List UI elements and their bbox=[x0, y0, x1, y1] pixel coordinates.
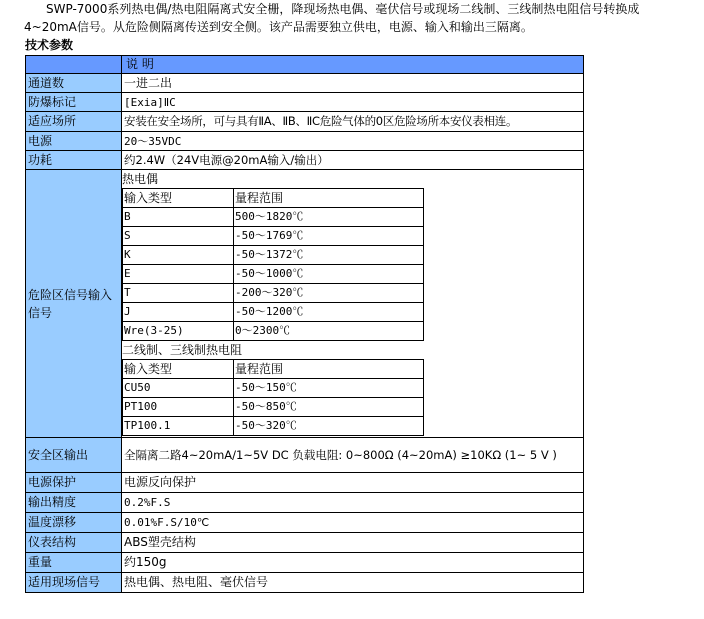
spec-label: 电源保护 bbox=[26, 473, 122, 493]
spec-row-accuracy bbox=[26, 493, 584, 513]
intro-line-1: SWP-7000系列热电偶/热电阻隔离式安全栅，降现场热电偶、毫伏信号或现场二线制、三线制热电阻信号转换成 bbox=[46, 2, 640, 16]
spec-value: 电源反向保护 bbox=[122, 473, 584, 493]
spec-value: 20～35VDC bbox=[122, 132, 584, 151]
col-range: 量程范围 bbox=[234, 360, 424, 379]
spec-value: 约150g bbox=[122, 553, 584, 573]
spec-row-channels bbox=[26, 74, 584, 93]
spec-label: 重量 bbox=[26, 553, 122, 573]
table-row bbox=[123, 303, 424, 322]
input-type: Wre(3-25) bbox=[123, 322, 234, 341]
col-range: 量程范围 bbox=[234, 189, 424, 208]
spec-label: 安全区输出 bbox=[26, 438, 122, 473]
table-row bbox=[123, 246, 424, 265]
spec-row-signals bbox=[26, 573, 584, 593]
intro-text bbox=[24, 0, 694, 36]
spec-value: ABS塑壳结构 bbox=[122, 533, 584, 553]
input-range: -50～1372℃ bbox=[234, 246, 424, 265]
spec-table bbox=[25, 55, 584, 593]
input-cell bbox=[122, 170, 584, 438]
spec-row-explosion-mark bbox=[26, 93, 584, 112]
input-range: -50～1200℃ bbox=[234, 303, 424, 322]
spec-row-weight bbox=[26, 553, 584, 573]
thermocouple-table bbox=[122, 188, 424, 341]
input-type: TP100.1 bbox=[123, 417, 234, 436]
spec-row-location bbox=[26, 112, 584, 132]
spec-row-power bbox=[26, 132, 584, 151]
spec-value: [Exia]ⅡC bbox=[122, 93, 584, 112]
input-type: S bbox=[123, 227, 234, 246]
spec-row-temp-drift bbox=[26, 513, 584, 533]
input-type: PT100 bbox=[123, 398, 234, 417]
spec-row-output bbox=[26, 438, 584, 473]
input-type: T bbox=[123, 284, 234, 303]
spec-label-input: 危险区信号输入信号 bbox=[26, 170, 122, 438]
input-type: E bbox=[123, 265, 234, 284]
input-range: -50～320℃ bbox=[234, 417, 424, 436]
spec-label: 温度漂移 bbox=[26, 513, 122, 533]
table-row bbox=[123, 379, 424, 398]
spec-row-input bbox=[26, 170, 584, 438]
intro-line-2: 4~20mA信号。从危险侧隔离传送到安全侧。该产品需要独立供电，电源、输入和输出三隔离。 bbox=[24, 20, 533, 34]
spec-row-structure bbox=[26, 533, 584, 553]
table-row bbox=[123, 284, 424, 303]
table-row bbox=[123, 265, 424, 284]
table-row bbox=[123, 208, 424, 227]
spec-label: 仪表结构 bbox=[26, 533, 122, 553]
rtd-title: 二线制、三线制热电阻 bbox=[122, 343, 243, 357]
rtd-table bbox=[122, 359, 424, 436]
spec-value: 0.01%F.S/10℃ bbox=[122, 513, 584, 533]
table-row bbox=[123, 398, 424, 417]
spec-label: 适用现场信号 bbox=[26, 573, 122, 593]
table-row bbox=[123, 417, 424, 436]
input-type: J bbox=[123, 303, 234, 322]
col-input-type: 输入类型 bbox=[123, 189, 234, 208]
spec-value: 安装在安全场所，可与具有ⅡA、ⅡB、ⅡC危险气体的0区危险场所本安仪表相连。 bbox=[122, 112, 584, 132]
input-range: -50～850℃ bbox=[234, 398, 424, 417]
input-type: K bbox=[123, 246, 234, 265]
input-type: B bbox=[123, 208, 234, 227]
spec-row-power-protection bbox=[26, 473, 584, 493]
input-range: 500～1820℃ bbox=[234, 208, 424, 227]
header-label-cell bbox=[26, 56, 122, 74]
section-heading: 技术参数 bbox=[25, 38, 74, 52]
spec-label: 通道数 bbox=[26, 74, 122, 93]
spec-value: 热电偶、热电阻、毫伏信号 bbox=[122, 573, 584, 593]
input-range: 0～2300℃ bbox=[234, 322, 424, 341]
col-input-type: 输入类型 bbox=[123, 360, 234, 379]
input-range: -50～150℃ bbox=[234, 379, 424, 398]
spec-value: 全隔离二路4~20mA/1~5V DC 负载电阻: 0~800Ω (4~20mA) ≥10KΩ (1~ 5 V ) bbox=[122, 438, 584, 473]
input-type: CU50 bbox=[123, 379, 234, 398]
spec-label: 电源 bbox=[26, 132, 122, 151]
spec-label: 输出精度 bbox=[26, 493, 122, 513]
table-row bbox=[123, 322, 424, 341]
spec-label: 功耗 bbox=[26, 151, 122, 170]
rtd-header-row bbox=[123, 360, 424, 379]
spec-value: 一进二出 bbox=[122, 74, 584, 93]
input-range: -200～320℃ bbox=[234, 284, 424, 303]
spec-value: 0.2%F.S bbox=[122, 493, 584, 513]
thermocouple-header-row bbox=[123, 189, 424, 208]
input-range: -50～1000℃ bbox=[234, 265, 424, 284]
table-row bbox=[123, 227, 424, 246]
input-range: -50～1769℃ bbox=[234, 227, 424, 246]
spec-row-consumption bbox=[26, 151, 584, 170]
thermocouple-title: 热电偶 bbox=[122, 172, 159, 186]
spec-label: 防爆标记 bbox=[26, 93, 122, 112]
header-value-cell: 说 明 bbox=[122, 56, 584, 74]
spec-header-row bbox=[26, 56, 584, 74]
spec-label: 适应场所 bbox=[26, 112, 122, 132]
spec-value: 约2.4W（24V电源@20mA输入/输出） bbox=[122, 151, 584, 170]
